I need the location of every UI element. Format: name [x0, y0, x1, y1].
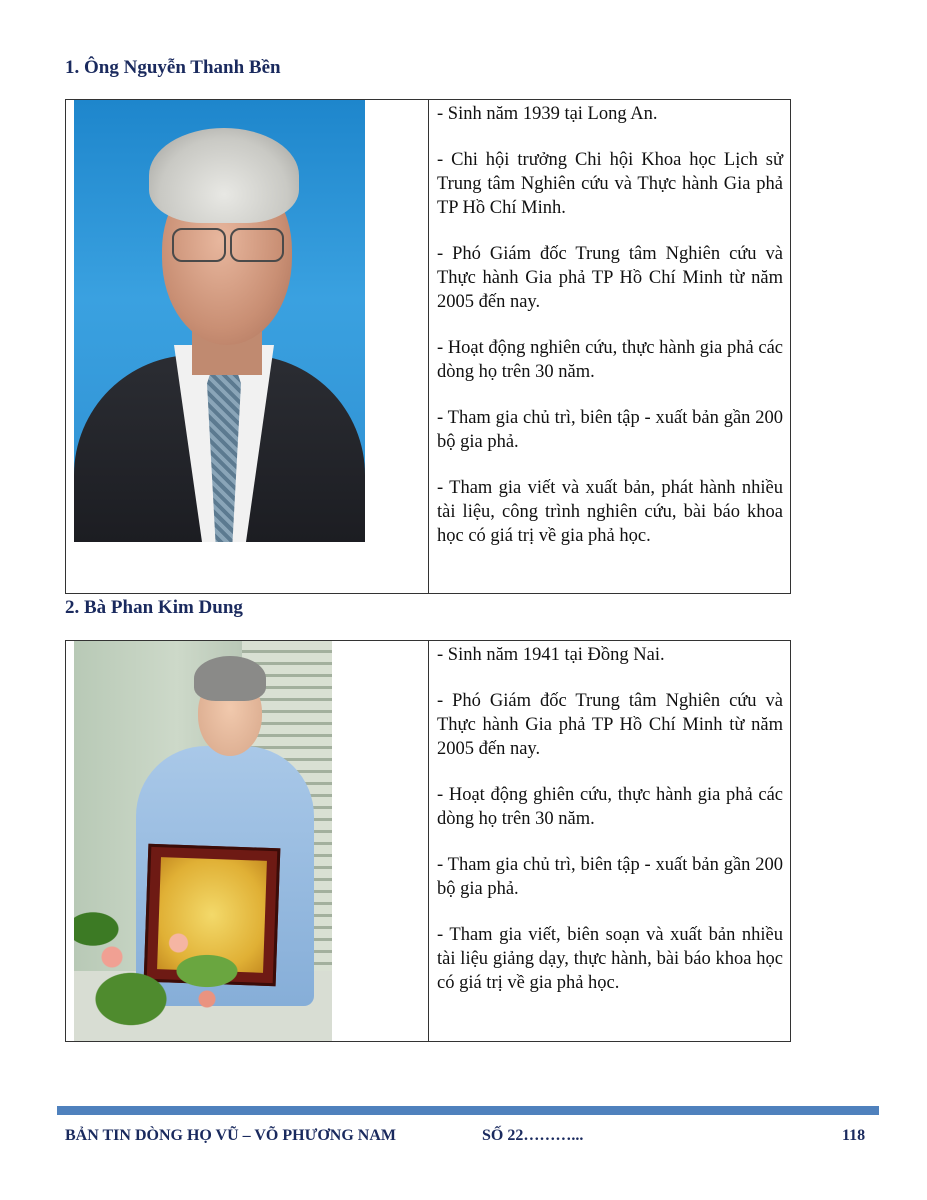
bio-item: - Tham gia chủ trì, biên tập - xuất bản gần 200 bộ gia phả. — [437, 855, 783, 899]
bio-text-2 — [437, 643, 783, 1017]
bio-item: - Sinh năm 1941 tại Đồng Nai. — [437, 645, 665, 665]
section-1-heading: 1. Ông Nguyễn Thanh Bền — [65, 57, 281, 78]
bio-item: - Tham gia viết và xuất bản, phát hành nhiều tài liệu, công trình nghiên cứu, bài báo khoa học có giá trị về gia phả học. — [437, 478, 783, 546]
bio-item: - Hoạt động nghiên cứu, thực hành gia phả các dòng họ trên 30 năm. — [437, 338, 783, 382]
footer-rule — [57, 1106, 879, 1115]
column-divider — [428, 641, 429, 1041]
bio-item: - Phó Giám đốc Trung tâm Nghiên cứu và Thực hành Gia phả TP Hồ Chí Minh từ năm 2005 đến nay. — [437, 691, 783, 759]
profile-box-2 — [65, 640, 791, 1042]
page-number: 118 — [842, 1127, 866, 1144]
bio-item: - Hoạt động ghiên cứu, thực hành gia phả các dòng họ trên 30 năm. — [437, 785, 783, 829]
bio-item: - Chi hội trưởng Chi hội Khoa học Lịch sử Trung tâm Nghiên cứu và Thực hành Gia phả TP Hồ Chí Minh. — [437, 150, 783, 218]
bio-text-1 — [437, 102, 783, 570]
portrait-photo-2 — [74, 641, 332, 1041]
footer-issue: SỐ 22………... — [482, 1127, 584, 1144]
bio-item: - Phó Giám đốc Trung tâm Nghiên cứu và Thực hành Gia phả TP Hồ Chí Minh từ năm 2005 đến nay. — [437, 244, 783, 312]
portrait-photo-1 — [74, 100, 365, 542]
bio-item: - Sinh năm 1939 tại Long An. — [437, 104, 658, 124]
footer-publication: BẢN TIN DÒNG HỌ VŨ – VÕ PHƯƠNG NAM — [65, 1127, 396, 1144]
bio-item: - Tham gia chủ trì, biên tập - xuất bản gần 200 bộ gia phả. — [437, 408, 783, 452]
profile-box-1 — [65, 99, 791, 594]
bio-item: - Tham gia viết, biên soạn và xuất bản nhiều tài liệu giảng dạy, thực hành, bài báo khoa học có giá trị về gia phả học. — [437, 925, 783, 993]
column-divider — [428, 100, 429, 593]
section-2-heading: 2. Bà Phan Kim Dung — [65, 597, 243, 618]
